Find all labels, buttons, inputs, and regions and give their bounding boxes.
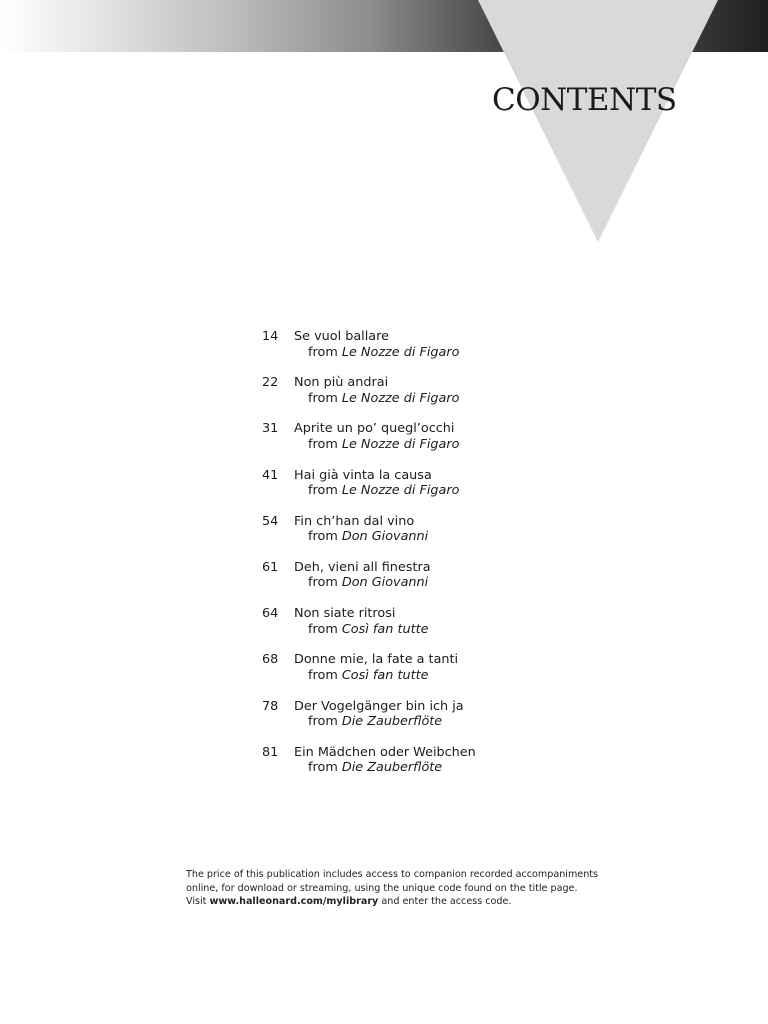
- toc-opera-title: Die Zauberflöte: [341, 760, 443, 776]
- toc-opera-title: Così fan tutte: [341, 667, 429, 683]
- access-note-line: online, for download or streaming, using the unique code found on the title page.: [186, 882, 578, 894]
- toc-source: [308, 437, 459, 453]
- toc-aria-title: Der Vogelgänger bin ich ja: [294, 698, 464, 714]
- toc-source: [308, 575, 428, 591]
- toc-entry[interactable]: [262, 606, 582, 652]
- toc-source: [308, 668, 428, 684]
- toc-entry[interactable]: [262, 329, 582, 375]
- toc-entry[interactable]: [262, 699, 582, 745]
- toc-source: [308, 529, 428, 545]
- toc-aria-title: Non più andrai: [294, 375, 389, 391]
- toc-entry[interactable]: [262, 652, 582, 698]
- decorative-triangle: [0, 0, 768, 260]
- toc-opera-title: Die Zauberflöte: [341, 714, 443, 729]
- toc-source: [308, 483, 459, 499]
- toc-from-label: from: [308, 621, 338, 637]
- toc-page-number: 78: [262, 698, 279, 714]
- toc-aria-title: Deh, vieni all finestra: [294, 559, 431, 575]
- toc-page-number: 54: [262, 513, 279, 529]
- toc-entry[interactable]: [262, 514, 582, 560]
- toc-page-number: 22: [262, 375, 279, 391]
- toc-page-number: 61: [262, 559, 279, 575]
- visit-label: Visit: [186, 896, 210, 907]
- toc-opera-title: Così fan tutte: [341, 621, 429, 637]
- toc-page-number: 31: [262, 421, 279, 437]
- access-note: [186, 868, 606, 909]
- toc-source: [308, 760, 442, 776]
- toc-page-number: 14: [262, 329, 279, 344]
- page-title: CONTENTS: [492, 82, 677, 118]
- toc-from-label: from: [308, 390, 338, 406]
- toc-source: [308, 391, 459, 407]
- toc-from-label: from: [308, 760, 338, 776]
- toc-page-number: 81: [262, 744, 279, 760]
- toc-entry[interactable]: [262, 421, 582, 467]
- access-code-text: and enter the access code.: [378, 896, 512, 907]
- toc-source: [308, 622, 428, 638]
- toc-aria-title: Se vuol ballare: [294, 329, 389, 344]
- toc-page-number: 41: [262, 467, 279, 483]
- toc-entry[interactable]: [262, 560, 582, 606]
- toc-opera-title: Le Nozze di Figaro: [341, 344, 460, 360]
- triangle-shape: [478, 0, 718, 242]
- toc-aria-title: Ein Mädchen oder Weibchen: [294, 744, 476, 760]
- toc-page-number: 64: [262, 606, 279, 622]
- toc-from-label: from: [308, 436, 338, 452]
- toc-opera-title: Le Nozze di Figaro: [341, 436, 460, 452]
- toc-from-label: from: [308, 529, 338, 545]
- table-of-contents: [262, 329, 582, 791]
- toc-source: [308, 714, 442, 730]
- toc-opera-title: Don Giovanni: [341, 575, 429, 591]
- toc-opera-title: Le Nozze di Figaro: [341, 483, 460, 499]
- toc-from-label: from: [308, 714, 338, 729]
- access-note-line: [186, 895, 606, 909]
- toc-opera-title: Don Giovanni: [341, 529, 429, 545]
- library-link[interactable]: www.halleonard.com/mylibrary: [209, 896, 379, 907]
- toc-page-number: 68: [262, 652, 279, 668]
- toc-from-label: from: [308, 483, 338, 499]
- toc-from-label: from: [308, 344, 338, 360]
- toc-entry[interactable]: [262, 745, 582, 791]
- toc-aria-title: Non siate ritrosi: [294, 606, 396, 622]
- toc-from-label: from: [308, 667, 338, 683]
- toc-aria-title: Donne mie, la fate a tanti: [294, 652, 459, 668]
- toc-source: [308, 345, 459, 361]
- toc-opera-title: Le Nozze di Figaro: [341, 390, 460, 406]
- toc-aria-title: Fin ch’han dal vino: [294, 513, 415, 529]
- toc-entry[interactable]: [262, 468, 582, 514]
- toc-from-label: from: [308, 575, 338, 591]
- toc-aria-title: Aprite un po’ quegl’occhi: [294, 421, 455, 437]
- toc-aria-title: Hai già vinta la causa: [294, 467, 432, 483]
- toc-entry[interactable]: [262, 375, 582, 421]
- access-note-line: The price of this publication includes access to companion recorded accompaniments: [186, 869, 599, 880]
